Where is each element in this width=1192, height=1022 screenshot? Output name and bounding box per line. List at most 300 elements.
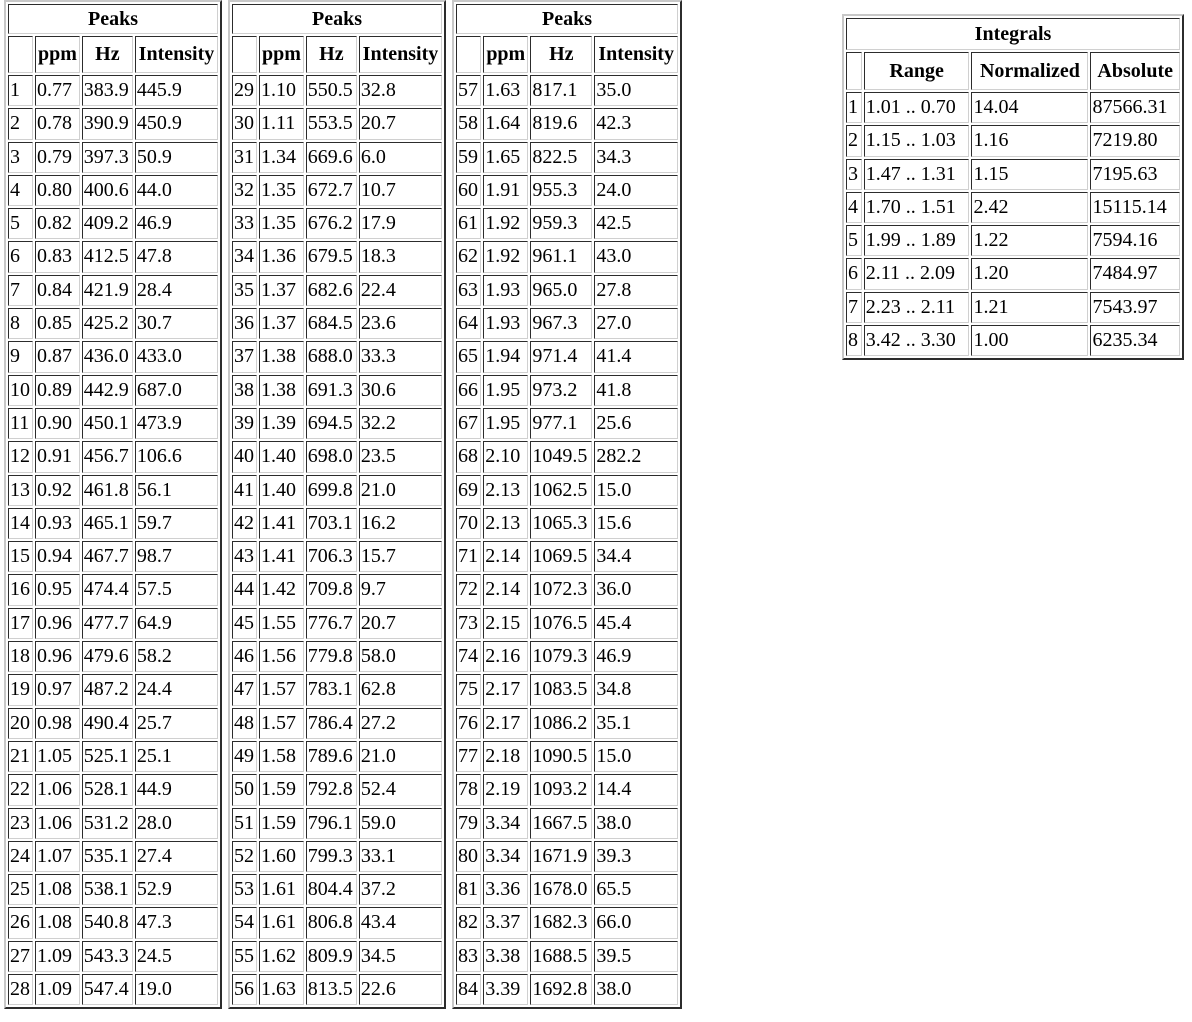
table-cell: 44.0 — [135, 175, 218, 206]
table-cell: 813.5 — [306, 974, 357, 1005]
table-title: Peaks — [456, 4, 678, 34]
peak-row — [232, 708, 442, 739]
row-index-cell: 3 — [846, 159, 862, 190]
table-cell: 691.3 — [306, 375, 357, 406]
row-index-cell: 70 — [456, 508, 481, 539]
table-cell: 2.17 — [483, 674, 528, 705]
table-cell: 41.4 — [594, 341, 678, 372]
table-cell: 32.8 — [359, 75, 442, 106]
row-index-cell: 78 — [456, 774, 481, 805]
index-column-header — [456, 36, 481, 73]
row-index-cell: 31 — [232, 142, 257, 173]
table-cell: 25.7 — [135, 708, 218, 739]
table-cell: 1069.5 — [530, 541, 592, 572]
table-cell: 796.1 — [306, 808, 357, 839]
peak-row — [232, 907, 442, 938]
table-cell: 400.6 — [82, 175, 133, 206]
peak-row — [456, 741, 678, 772]
row-index-cell: 33 — [232, 208, 257, 239]
row-index-cell: 62 — [456, 241, 481, 272]
integral-row — [846, 225, 1180, 256]
row-index-cell: 28 — [8, 974, 33, 1005]
table-cell: 27.4 — [135, 841, 218, 872]
table-cell: 467.7 — [82, 541, 133, 572]
table-cell: 961.1 — [530, 241, 592, 272]
row-index-cell: 23 — [8, 808, 33, 839]
table-cell: 1.09 — [35, 974, 80, 1005]
table-cell: 487.2 — [82, 674, 133, 705]
row-index-cell: 46 — [232, 641, 257, 672]
table-cell: 2.18 — [483, 741, 528, 772]
table-cell: 1.64 — [483, 108, 528, 139]
table-cell: 2.13 — [483, 508, 528, 539]
table-cell: 1.41 — [259, 541, 304, 572]
table-title: Peaks — [232, 4, 442, 34]
table-cell: 57.5 — [135, 574, 218, 605]
table-cell: 106.6 — [135, 441, 218, 472]
table-cell: 676.2 — [306, 208, 357, 239]
table-cell: 450.9 — [135, 108, 218, 139]
column-header: Absolute — [1090, 52, 1180, 90]
peak-row — [8, 874, 218, 905]
table-cell: 7543.97 — [1090, 292, 1180, 323]
table-cell: 47.8 — [135, 241, 218, 272]
table-cell: 538.1 — [82, 874, 133, 905]
table-cell: 2.19 — [483, 774, 528, 805]
integral-row — [846, 92, 1180, 123]
table-cell: 971.4 — [530, 341, 592, 372]
row-index-cell: 71 — [456, 541, 481, 572]
integral-row — [846, 125, 1180, 156]
table-cell: 1.15 — [971, 159, 1088, 190]
row-index-cell: 18 — [8, 641, 33, 672]
row-index-cell: 38 — [232, 375, 257, 406]
table-cell: 1.93 — [483, 308, 528, 339]
table-cell: 703.1 — [306, 508, 357, 539]
table-cell: 1667.5 — [530, 808, 592, 839]
table-cell: 3.39 — [483, 974, 528, 1005]
peak-row — [8, 941, 218, 972]
row-index-cell: 84 — [456, 974, 481, 1005]
table-cell: 699.8 — [306, 475, 357, 506]
row-index-cell: 58 — [456, 108, 481, 139]
table-cell: 553.5 — [306, 108, 357, 139]
table-cell: 22.4 — [359, 275, 442, 306]
peak-row — [8, 508, 218, 539]
table-cell: 10.7 — [359, 175, 442, 206]
peak-row — [456, 308, 678, 339]
row-index-cell: 48 — [232, 708, 257, 739]
table-cell: 15.7 — [359, 541, 442, 572]
table-cell: 32.2 — [359, 408, 442, 439]
table-cell: 1.09 — [35, 941, 80, 972]
index-column-header — [846, 52, 862, 90]
table-cell: 421.9 — [82, 275, 133, 306]
table-cell: 34.5 — [359, 941, 442, 972]
table-cell: 27.2 — [359, 708, 442, 739]
table-cell: 525.1 — [82, 741, 133, 772]
table-cell: 412.5 — [82, 241, 133, 272]
table-cell: 1086.2 — [530, 708, 592, 739]
table-cell: 409.2 — [82, 208, 133, 239]
table-cell: 1.41 — [259, 508, 304, 539]
peak-row — [232, 774, 442, 805]
row-index-cell: 10 — [8, 375, 33, 406]
table-cell: 973.2 — [530, 375, 592, 406]
table-cell: 1.57 — [259, 708, 304, 739]
table-cell: 34.8 — [594, 674, 678, 705]
table-cell: 442.9 — [82, 375, 133, 406]
peak-row — [8, 608, 218, 639]
column-header: Normalized — [971, 52, 1088, 90]
peak-row — [456, 907, 678, 938]
table-cell: 479.6 — [82, 641, 133, 672]
table-cell: 38.0 — [594, 808, 678, 839]
table-cell: 1.40 — [259, 441, 304, 472]
table-cell: 1.70 .. 1.51 — [864, 192, 970, 223]
table-cell: 1.39 — [259, 408, 304, 439]
table-cell: 1.35 — [259, 208, 304, 239]
column-header: Intensity — [594, 36, 678, 73]
table-cell: 0.95 — [35, 574, 80, 605]
table-cell: 1.06 — [35, 808, 80, 839]
row-index-cell: 1 — [846, 92, 862, 123]
table-cell: 804.4 — [306, 874, 357, 905]
table-cell: 1.34 — [259, 142, 304, 173]
table-cell: 0.80 — [35, 175, 80, 206]
peak-row — [456, 808, 678, 839]
table-cell: 9.7 — [359, 574, 442, 605]
table-cell: 15.0 — [594, 475, 678, 506]
peak-row — [456, 142, 678, 173]
integral-row — [846, 258, 1180, 289]
table-cell: 1682.3 — [530, 907, 592, 938]
table-cell: 436.0 — [82, 341, 133, 372]
table-cell: 543.3 — [82, 941, 133, 972]
column-header: Hz — [530, 36, 592, 73]
table-cell: 43.0 — [594, 241, 678, 272]
peak-row — [456, 275, 678, 306]
table-cell: 30.7 — [135, 308, 218, 339]
row-index-cell: 77 — [456, 741, 481, 772]
row-index-cell: 39 — [232, 408, 257, 439]
column-header: Intensity — [359, 36, 442, 73]
table-cell: 64.9 — [135, 608, 218, 639]
peak-row — [8, 175, 218, 206]
table-cell: 1.38 — [259, 341, 304, 372]
table-cell: 20.7 — [359, 608, 442, 639]
table-cell: 1692.8 — [530, 974, 592, 1005]
table-cell: 0.82 — [35, 208, 80, 239]
peak-row — [456, 475, 678, 506]
table-cell: 682.6 — [306, 275, 357, 306]
table-cell: 0.96 — [35, 608, 80, 639]
peak-row — [456, 208, 678, 239]
row-index-cell: 8 — [846, 325, 862, 356]
row-index-cell: 72 — [456, 574, 481, 605]
peak-row — [232, 974, 442, 1005]
table-cell: 1688.5 — [530, 941, 592, 972]
table-cell: 0.92 — [35, 475, 80, 506]
table-cell: 2.14 — [483, 574, 528, 605]
row-index-cell: 3 — [8, 142, 33, 173]
row-index-cell: 8 — [8, 308, 33, 339]
row-index-cell: 81 — [456, 874, 481, 905]
table-cell: 14.04 — [971, 92, 1088, 123]
peak-row — [456, 375, 678, 406]
table-cell: 0.93 — [35, 508, 80, 539]
peaks-table-2 — [228, 0, 446, 1009]
row-index-cell: 80 — [456, 841, 481, 872]
table-cell: 397.3 — [82, 142, 133, 173]
table-cell: 806.8 — [306, 907, 357, 938]
peak-row — [8, 75, 218, 106]
table-cell: 1.58 — [259, 741, 304, 772]
table-cell: 3.37 — [483, 907, 528, 938]
table-cell: 477.7 — [82, 608, 133, 639]
row-index-cell: 47 — [232, 674, 257, 705]
table-cell: 1.42 — [259, 574, 304, 605]
table-cell: 58.2 — [135, 641, 218, 672]
row-index-cell: 12 — [8, 441, 33, 472]
table-cell: 461.8 — [82, 475, 133, 506]
peaks-table-1 — [4, 0, 222, 1009]
table-cell: 425.2 — [82, 308, 133, 339]
table-cell: 46.9 — [594, 641, 678, 672]
table-cell: 27.8 — [594, 275, 678, 306]
peak-row — [456, 508, 678, 539]
table-cell: 1.99 .. 1.89 — [864, 225, 970, 256]
peak-row — [456, 441, 678, 472]
table-cell: 39.3 — [594, 841, 678, 872]
column-header: ppm — [483, 36, 528, 73]
row-index-cell: 20 — [8, 708, 33, 739]
table-cell: 1.08 — [35, 874, 80, 905]
table-cell: 17.9 — [359, 208, 442, 239]
row-index-cell: 37 — [232, 341, 257, 372]
row-index-cell: 67 — [456, 408, 481, 439]
integral-row — [846, 159, 1180, 190]
table-cell: 1671.9 — [530, 841, 592, 872]
table-cell: 3.38 — [483, 941, 528, 972]
table-cell: 1.62 — [259, 941, 304, 972]
table-cell: 1.61 — [259, 907, 304, 938]
peak-row — [456, 641, 678, 672]
table-cell: 822.5 — [530, 142, 592, 173]
peak-row — [232, 375, 442, 406]
table-cell: 688.0 — [306, 341, 357, 372]
row-index-cell: 51 — [232, 808, 257, 839]
table-cell: 1.95 — [483, 375, 528, 406]
peak-row — [8, 841, 218, 872]
row-index-cell: 7 — [8, 275, 33, 306]
table-cell: 1.21 — [971, 292, 1088, 323]
table-cell: 7195.63 — [1090, 159, 1180, 190]
table-cell: 52.4 — [359, 774, 442, 805]
table-cell: 15.6 — [594, 508, 678, 539]
table-cell: 1678.0 — [530, 874, 592, 905]
peak-row — [8, 974, 218, 1005]
row-index-cell: 74 — [456, 641, 481, 672]
row-index-cell: 2 — [8, 108, 33, 139]
table-cell: 672.7 — [306, 175, 357, 206]
table-cell: 0.78 — [35, 108, 80, 139]
table-cell: 6235.34 — [1090, 325, 1180, 356]
table-cell: 2.16 — [483, 641, 528, 672]
row-index-cell: 52 — [232, 841, 257, 872]
table-cell: 23.6 — [359, 308, 442, 339]
table-cell: 2.23 .. 2.11 — [864, 292, 970, 323]
integral-row — [846, 325, 1180, 356]
row-index-cell: 55 — [232, 941, 257, 972]
table-cell: 66.0 — [594, 907, 678, 938]
table-cell: 694.5 — [306, 408, 357, 439]
table-cell: 433.0 — [135, 341, 218, 372]
table-cell: 16.2 — [359, 508, 442, 539]
table-cell: 30.6 — [359, 375, 442, 406]
row-index-cell: 57 — [456, 75, 481, 106]
table-cell: 531.2 — [82, 808, 133, 839]
table-cell: 34.3 — [594, 142, 678, 173]
row-index-cell: 36 — [232, 308, 257, 339]
table-cell: 0.83 — [35, 241, 80, 272]
row-index-cell: 83 — [456, 941, 481, 972]
peak-row — [232, 674, 442, 705]
table-cell: 33.1 — [359, 841, 442, 872]
peak-row — [456, 941, 678, 972]
peak-row — [8, 808, 218, 839]
table-cell: 1072.3 — [530, 574, 592, 605]
peak-row — [232, 175, 442, 206]
table-cell: 1.37 — [259, 275, 304, 306]
table-cell: 540.8 — [82, 907, 133, 938]
table-cell: 0.85 — [35, 308, 80, 339]
row-index-cell: 22 — [8, 774, 33, 805]
table-cell: 1.15 .. 1.03 — [864, 125, 970, 156]
row-index-cell: 45 — [232, 608, 257, 639]
row-index-cell: 59 — [456, 142, 481, 173]
table-cell: 3.36 — [483, 874, 528, 905]
peak-row — [8, 408, 218, 439]
table-cell: 0.77 — [35, 75, 80, 106]
table-cell: 977.1 — [530, 408, 592, 439]
table-cell: 38.0 — [594, 974, 678, 1005]
table-cell: 44.9 — [135, 774, 218, 805]
table-title: Peaks — [8, 4, 218, 34]
table-cell: 965.0 — [530, 275, 592, 306]
table-cell: 23.5 — [359, 441, 442, 472]
table-cell: 59.7 — [135, 508, 218, 539]
table-title: Integrals — [846, 18, 1180, 50]
table-cell: 669.6 — [306, 142, 357, 173]
row-index-cell: 43 — [232, 541, 257, 572]
table-cell: 1049.5 — [530, 441, 592, 472]
table-cell: 7484.97 — [1090, 258, 1180, 289]
table-cell: 25.6 — [594, 408, 678, 439]
column-header: Range — [864, 52, 970, 90]
row-index-cell: 14 — [8, 508, 33, 539]
row-index-cell: 2 — [846, 125, 862, 156]
peak-row — [8, 674, 218, 705]
table-cell: 1083.5 — [530, 674, 592, 705]
peak-row — [456, 974, 678, 1005]
table-cell: 959.3 — [530, 208, 592, 239]
table-cell: 465.1 — [82, 508, 133, 539]
table-cell: 0.87 — [35, 341, 80, 372]
peak-row — [8, 308, 218, 339]
table-cell: 1.10 — [259, 75, 304, 106]
table-cell: 809.9 — [306, 941, 357, 972]
row-index-cell: 61 — [456, 208, 481, 239]
table-cell: 7594.16 — [1090, 225, 1180, 256]
peak-row — [456, 574, 678, 605]
row-index-cell: 76 — [456, 708, 481, 739]
table-cell: 46.9 — [135, 208, 218, 239]
table-cell: 819.6 — [530, 108, 592, 139]
table-cell: 0.84 — [35, 275, 80, 306]
table-cell: 1093.2 — [530, 774, 592, 805]
table-cell: 1.59 — [259, 808, 304, 839]
row-index-cell: 1 — [8, 75, 33, 106]
row-index-cell: 11 — [8, 408, 33, 439]
table-cell: 24.4 — [135, 674, 218, 705]
table-cell: 528.1 — [82, 774, 133, 805]
table-cell: 776.7 — [306, 608, 357, 639]
table-cell: 1.92 — [483, 208, 528, 239]
table-cell: 0.97 — [35, 674, 80, 705]
row-index-cell: 73 — [456, 608, 481, 639]
table-cell: 1.16 — [971, 125, 1088, 156]
peak-row — [232, 608, 442, 639]
row-index-cell: 24 — [8, 841, 33, 872]
table-cell: 473.9 — [135, 408, 218, 439]
peak-row — [456, 341, 678, 372]
row-index-cell: 26 — [8, 907, 33, 938]
row-index-cell: 6 — [846, 258, 862, 289]
table-cell: 2.10 — [483, 441, 528, 472]
table-cell: 0.91 — [35, 441, 80, 472]
table-cell: 792.8 — [306, 774, 357, 805]
table-cell: 42.3 — [594, 108, 678, 139]
peak-row — [8, 641, 218, 672]
table-cell: 383.9 — [82, 75, 133, 106]
row-index-cell: 27 — [8, 941, 33, 972]
table-cell: 37.2 — [359, 874, 442, 905]
peak-row — [456, 774, 678, 805]
peak-row — [456, 175, 678, 206]
row-index-cell: 30 — [232, 108, 257, 139]
row-index-cell: 56 — [232, 974, 257, 1005]
peak-row — [8, 208, 218, 239]
table-cell: 390.9 — [82, 108, 133, 139]
table-cell: 1.59 — [259, 774, 304, 805]
table-cell: 1.93 — [483, 275, 528, 306]
peak-row — [456, 241, 678, 272]
table-cell: 456.7 — [82, 441, 133, 472]
table-cell: 19.0 — [135, 974, 218, 1005]
peak-row — [8, 708, 218, 739]
table-cell: 65.5 — [594, 874, 678, 905]
table-cell: 39.5 — [594, 941, 678, 972]
row-index-cell: 19 — [8, 674, 33, 705]
peak-row — [456, 108, 678, 139]
table-cell: 709.8 — [306, 574, 357, 605]
table-cell: 1.47 .. 1.31 — [864, 159, 970, 190]
table-cell: 24.0 — [594, 175, 678, 206]
table-cell: 955.3 — [530, 175, 592, 206]
column-header: Hz — [306, 36, 357, 73]
peak-row — [8, 475, 218, 506]
